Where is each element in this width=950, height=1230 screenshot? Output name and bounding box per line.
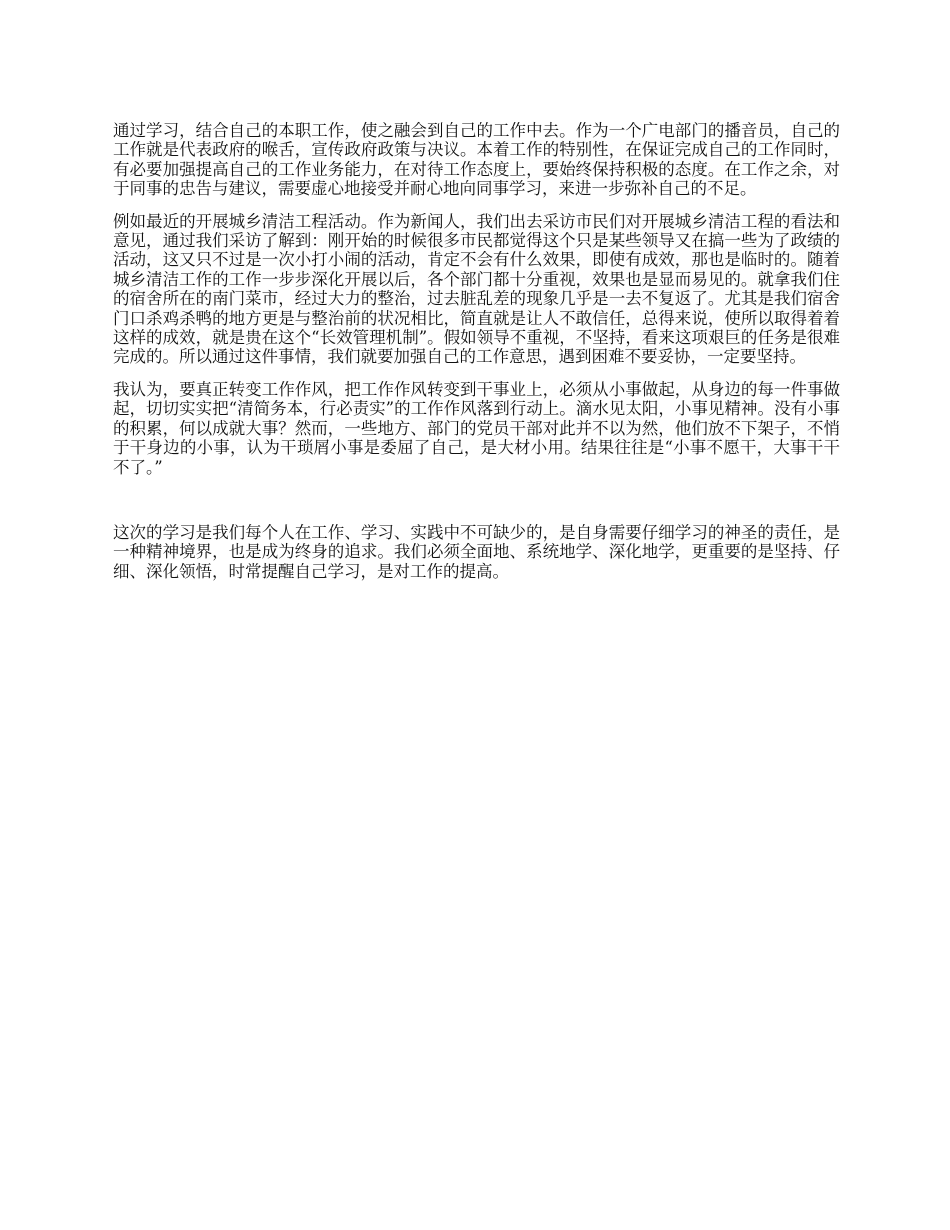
paragraph-1: 通过学习，结合自己的本职工作，使之融会到自己的工作中去。作为一个广电部门的播音员，自己的工作就是代表政府的喉舌，宣传政府政策与决议。本着工作的特别性，在保证完成自己的工作同时，有必要加强提高自己的工作业务能力，在对待工作态度上，要始终保持积极的态度。在工作之余，对于同事的忠告与建议，需要虚心地接受并耐心地向同事学习，来进一步弥补自己的不足。 — [113, 121, 840, 199]
paragraph-3: 我认为，要真正转变工作作风，把工作作风转变到干事业上，必须从小事做起，从身边的每一件事做起，切切实实把“清简务本，行必责实”的工作作风落到行动上。滴水见太阳，小事见精神。没有小事的积累，何以成就大事？然而，一些地方、部门的党员干部对此并不以为然，他们放不下架子，不悄于干身边的小事，认为干琐屑小事是委屈了自己，是大材小用。结果往往是“小事不愿干，大事干干不了。” — [113, 379, 840, 477]
paragraph-4: 这次的学习是我们每个人在工作、学习、实践中不可缺少的，是自身需要仔细学习的神圣的责任，是一种精神境界，也是成为终身的追求。我们必须全面地、系统地学、深化地学，更重要的是坚持、仔细、深化领悟，时常提醒自己学习，是对工作的提高。 — [113, 522, 840, 581]
paragraph-spacer — [113, 490, 840, 523]
document-page — [113, 121, 840, 594]
paragraph-2: 例如最近的开展城乡清洁工程活动。作为新闻人，我们出去采访市民们对开展城乡清洁工程的看法和意见，通过我们采访了解到：刚开始的时候很多市民都觉得这个只是某些领导又在搞一些为了政绩的活动，这又只不过是一次小打小闹的活动，肯定不会有什么效果，即使有成效，那也是临时的。随着城乡清洁工作的工作一步步深化开展以后，各个部门都十分重视，效果也是显而易见的。就拿我们住的宿舍所在的南门菜市，经过大力的整治，过去脏乱差的现象几乎是一去不复返了。尤其是我们宿舍门口杀鸡杀鸭的地方更是与整治前的状况相比，简直就是让人不敢信任，总得来说，使所以取得着着这样的成效，就是贵在这个“长效管理机制”。假如领导不重视，不坚持，看来这项艰巨的任务是很难完成的。所以通过这件事情，我们就要加强自己的工作意思，遇到困难不要妥协，一定要坚持。 — [113, 211, 840, 367]
